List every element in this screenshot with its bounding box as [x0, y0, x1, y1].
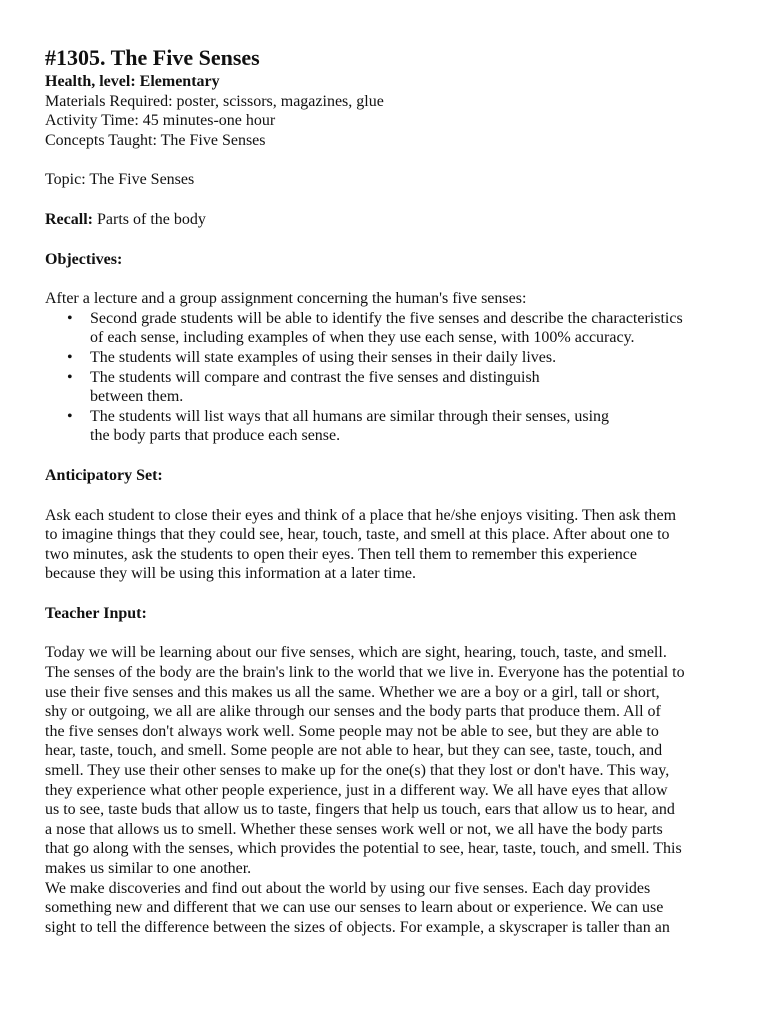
- list-item-line: The students will compare and contrast the five senses and distinguish: [90, 368, 540, 386]
- list-item-line: the body parts that produce each sense.: [90, 427, 341, 445]
- list-item: [45, 368, 735, 407]
- anticipatory-set-paragraph: [45, 506, 735, 584]
- spacer: [45, 584, 735, 604]
- teacher-input-paragraph: [45, 643, 735, 937]
- recall-text: Parts of the body: [92, 210, 206, 228]
- paragraph-line: two minutes, ask the students to open their eyes. Then tell them to remember this experience: [45, 545, 637, 563]
- subject-level: Health, level: Elementary: [45, 73, 220, 90]
- paragraph-line: shy or outgoing, we all are alike through our senses and the body parts that produce them. All of: [45, 703, 661, 721]
- anticipatory-set-heading: Anticipatory Set:: [45, 466, 163, 484]
- paragraph-line: use their five senses and this makes us all the same. Whether we are a boy or a girl, tall or short,: [45, 683, 660, 701]
- bullet-icon: •: [67, 309, 73, 327]
- objectives-heading: Objectives:: [45, 250, 123, 268]
- objectives-intro: After a lecture and a group assignment concerning the human's five senses:: [45, 290, 527, 308]
- list-item: [45, 348, 735, 368]
- teacher-input-heading: Teacher Input:: [45, 604, 147, 622]
- list-item-line: Second grade students will be able to identify the five senses and describe the characteristics: [90, 309, 683, 327]
- paragraph-line: because they will be using this information at a later time.: [45, 565, 417, 583]
- paragraph-line: a nose that allows us to smell. Whether these senses work well or not, we all have the body parts: [45, 820, 663, 838]
- concepts-line: Concepts Taught: The Five Senses: [45, 131, 266, 149]
- spacer: [45, 269, 735, 289]
- spacer: [45, 446, 735, 466]
- spacer: [45, 623, 735, 643]
- page-title: #1305. The Five Senses: [45, 45, 260, 70]
- paragraph-line: the five senses don't always work well. Some people may not be able to see, but they are able to: [45, 722, 659, 740]
- paragraph-line: something new and different that we can use our senses to learn about or experience. We can use: [45, 899, 664, 917]
- spacer: [45, 150, 735, 170]
- paragraph-line: they experience what other people experience, just in a different way. We all have eyes that allow: [45, 781, 668, 799]
- spacer: [45, 230, 735, 250]
- paragraph-line: The senses of the body are the brain's link to the world that we live in. Everyone has the potential to: [45, 664, 685, 682]
- bullet-icon: •: [67, 407, 73, 425]
- list-item-line: between them.: [90, 388, 184, 406]
- paragraph-line: Ask each student to close their eyes and think of a place that he/she enjoys visiting. Then ask them: [45, 506, 677, 524]
- list-item: [45, 407, 735, 446]
- bullet-icon: •: [67, 348, 73, 366]
- objectives-list: [45, 309, 735, 446]
- lesson-plan-document: [45, 44, 735, 937]
- list-item: [45, 309, 735, 348]
- recall-label: Recall:: [45, 210, 93, 228]
- paragraph-line: Today we will be learning about our five senses, which are sight, hearing, touch, taste, and smell.: [45, 644, 667, 662]
- list-item-line: The students will state examples of using their senses in their daily lives.: [90, 348, 557, 366]
- bullet-icon: •: [67, 368, 73, 386]
- paragraph-line: smell. They use their other senses to make up for the one(s) that they lost or don't have. This way,: [45, 762, 670, 780]
- materials-line: Materials Required: poster, scissors, magazines, glue: [45, 92, 384, 110]
- spacer: [45, 486, 735, 506]
- paragraph-line: to imagine things that they could see, hear, touch, taste, and smell at this place. After about one to: [45, 526, 670, 544]
- topic-line: Topic: The Five Senses: [45, 171, 195, 189]
- list-item-line: The students will list ways that all humans are similar through their senses, using: [90, 407, 610, 425]
- list-item-line: of each sense, including examples of when they use each sense, with 100% accuracy.: [90, 329, 635, 347]
- paragraph-line: us to see, taste buds that allow us to taste, fingers that help us touch, ears that allow us to hear, and: [45, 801, 675, 819]
- paragraph-line: sight to tell the difference between the sizes of objects. For example, a skyscraper is taller than an: [45, 918, 670, 936]
- paragraph-line: that go along with the senses, which provides the potential to see, hear, taste, touch, and smell. This: [45, 840, 682, 858]
- spacer: [45, 190, 735, 210]
- paragraph-line: We make discoveries and find out about the world by using our five senses. Each day provides: [45, 879, 651, 897]
- recall-line: [45, 210, 735, 230]
- activity-time-line: Activity Time: 45 minutes-one hour: [45, 112, 276, 130]
- paragraph-line: makes us similar to one another.: [45, 860, 252, 877]
- paragraph-line: hear, taste, touch, and smell. Some people are not able to hear, but they can see, taste, touch, and: [45, 742, 663, 760]
